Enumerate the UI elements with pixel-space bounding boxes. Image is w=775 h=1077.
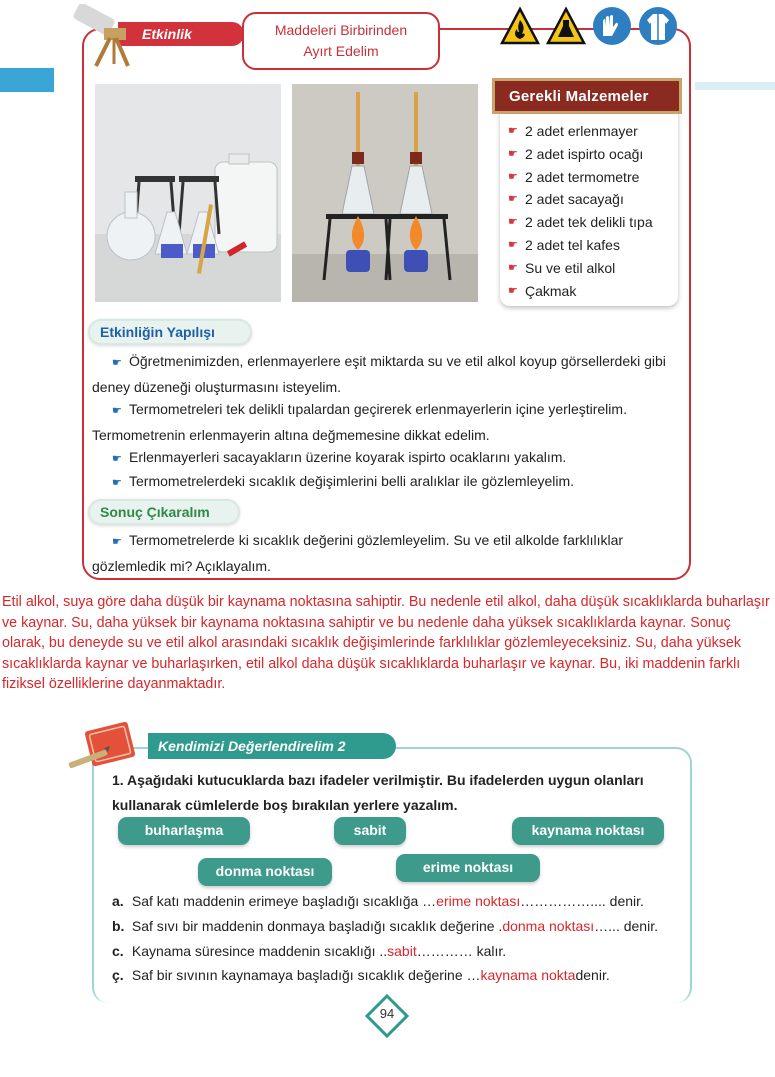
word-box: erime noktası — [396, 854, 540, 882]
filled-answer: sabit — [387, 943, 417, 959]
list-item: ☛ 2 adet tel kafes — [508, 234, 678, 257]
page-side-tab — [0, 68, 54, 92]
filled-answer: kaynama nokta — [480, 967, 576, 983]
procedure-step: ☛ Erlenmayerleri sacayakların üzerine koyarak ispirto ocaklarını yakalım. — [92, 446, 686, 472]
fill-in-item: a. Saf katı maddenin erimeye başladığı sıcaklığa …erime noktası…………….... denir. — [112, 893, 644, 909]
lab-coat-icon — [638, 6, 678, 46]
pointing-hand-icon: ☛ — [508, 216, 518, 229]
self-assessment-banner: Kendimizi Değerlendirelim 2 — [148, 733, 396, 759]
telescope-icon — [70, 4, 140, 68]
question-text: 1. Aşağıdaki kutucuklarda bazı ifadeler verilmiştir. Bu ifadelerden uygun olanları kullanarak cümlelerde boş bırakılan yerlere yazalım. — [112, 772, 644, 813]
pointing-hand-icon: ☛ — [112, 477, 122, 489]
pointing-hand-icon: ☛ — [112, 536, 122, 548]
list-item: ☛ 2 adet termometre — [508, 166, 678, 189]
procedure-step: ☛ Termometrelerdeki sıcaklık değişimlerini belli aralıklar ile gözlemleyelim. — [92, 470, 686, 496]
fill-in-item: c. Kaynama süresince maddenin sıcaklığı ..sabit………… kalır. — [112, 943, 507, 959]
activity-title-line2: Ayırt Edelim — [303, 43, 379, 59]
heating-setup-photo — [292, 84, 478, 302]
pointing-hand-icon: ☛ — [112, 405, 122, 417]
list-item: ☛ 2 adet ispirto ocağı — [508, 143, 678, 166]
fill-in-item: ç. Saf bir sıvının kaynamaya başladığı sıcaklık değerine …kaynama noktadenir. — [112, 967, 610, 983]
pointing-hand-icon: ☛ — [508, 125, 518, 137]
pointing-hand-icon: ☛ — [508, 147, 518, 160]
pointing-hand-icon: ☛ — [112, 453, 122, 465]
page-side-stripe — [695, 82, 775, 90]
gloves-icon — [592, 6, 632, 46]
pointing-hand-icon: ☛ — [508, 238, 518, 251]
list-item: ☛ 2 adet erlenmayer — [508, 120, 678, 143]
page-number-text: 94 — [379, 1006, 395, 1021]
safety-icons — [500, 6, 680, 46]
filled-answer: erime noktası — [436, 893, 521, 909]
equipment-photo — [95, 84, 281, 302]
activity-title-line1: Maddeleri Birbirinden — [274, 22, 408, 38]
result-heading: Sonuç Çıkaralım — [88, 499, 240, 525]
procedure-step: ☛ Termometreleri tek delikli tıpalardan geçirerek erlenmayerlerin içine yerleştirelim. Termometrenin erlenmayerin altına değmemesine dikkat edelim. — [92, 401, 627, 443]
pointing-hand-icon: ☛ — [508, 261, 518, 274]
materials-list — [500, 110, 678, 306]
activity-title — [242, 12, 440, 70]
flammable-warning-icon — [500, 6, 540, 46]
word-box: sabit — [334, 817, 406, 845]
pointing-hand-icon: ☛ — [112, 357, 122, 369]
page-number — [365, 994, 409, 1038]
list-item: ☛ Çakmak — [508, 280, 678, 303]
list-item: ☛ 2 adet sacayağı — [508, 188, 678, 211]
procedure-step: ☛ Öğretmenimizden, erlenmayerlere eşit miktarda su ve etil alkol koyup görsellerdeki gibi deney düzeneği oluşturmasını isteyelim. — [92, 353, 666, 395]
result-text: ☛ Termometrelerde ki sıcaklık değerini gözlemleyelim. Su ve etil alkolde farklılıklar gözlemledik mi? Açıklayalım. — [92, 532, 624, 574]
book-icon — [66, 720, 148, 772]
list-item: ☛ Su ve etil alkol — [508, 257, 678, 280]
pointing-hand-icon: ☛ — [508, 193, 518, 206]
chemical-warning-icon — [546, 6, 586, 46]
word-box: buharlaşma — [118, 817, 250, 845]
word-box: donma noktası — [198, 858, 332, 886]
answer-text: Etil alkol, suya göre daha düşük bir kaynama noktasına sahiptir. Bu nedenle etil alkol, daha düşük sıcaklıklarda buharlaşır ve kaynar. Su, daha yüksek bir kaynama noktasına sahiptir ve bu nedenle daha yüksek sıcaklıklarda kaynar. Sonuç olarak, bu deneyde su ve etil alkol arasındaki sıcaklık değişimlerinde farklılıklar gözlemleyeceksiniz. Su, daha yüksek sıcaklıklarda kaynar ve buharlaşırken, etil alkol daha düşük sıcaklıklarda buharlaşır ve kaynar. Bu, iki maddenin farklı fiziksel özelliklerine dayanmaktadır. — [2, 594, 770, 693]
list-item: ☛ 2 adet tek delikli tıpa — [508, 211, 678, 234]
materials-header: Gerekli Malzemeler — [492, 78, 682, 114]
fill-in-item: b. Saf sıvı bir maddenin donmaya başladığı sıcaklık değerine .donma noktası…... denir. — [112, 918, 658, 934]
pointing-hand-icon: ☛ — [508, 170, 518, 183]
pointing-hand-icon: ☛ — [508, 284, 518, 297]
filled-answer: donma noktası — [502, 918, 595, 934]
word-box: kaynama noktası — [512, 817, 664, 845]
procedure-heading: Etkinliğin Yapılışı — [88, 319, 252, 345]
activity-badge: Etkinlik — [118, 22, 244, 46]
